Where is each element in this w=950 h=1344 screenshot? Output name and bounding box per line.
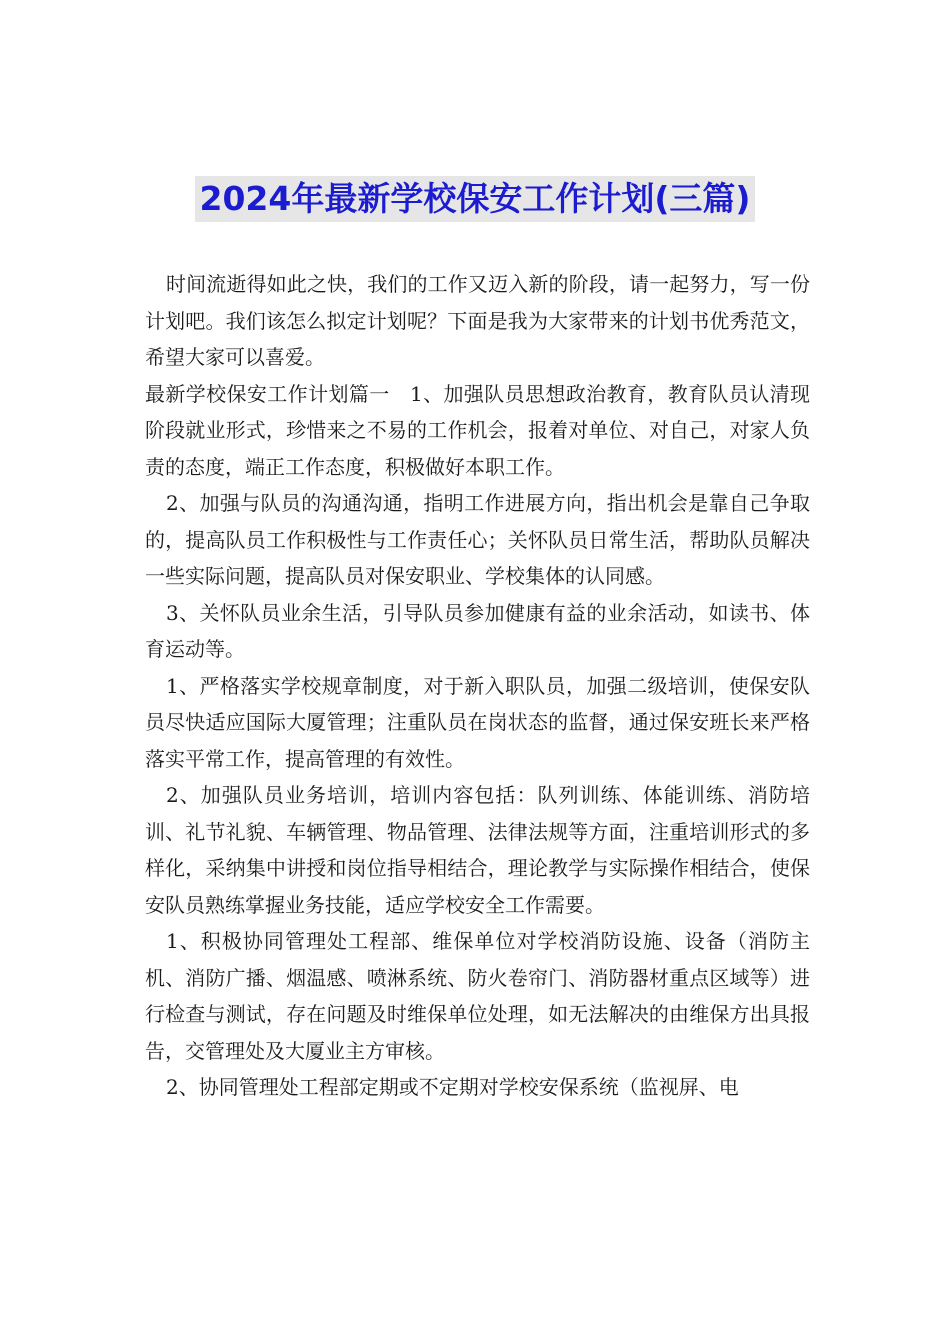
- document-title: 2024年最新学校保安工作计划(三篇): [195, 176, 754, 222]
- paragraph-intro: 时间流逝得如此之快，我们的工作又迈入新的阶段，请一起努力，写一份计划吧。我们该怎么拟定计划呢？下面是我为大家带来的计划书优秀范文，希望大家可以喜爱。: [145, 272, 810, 369]
- paragraph: 3、关怀队员业余生活，引导队员参加健康有益的业余活动，如读书、体育运动等。: [145, 600, 810, 661]
- paragraph: 2、加强队员业务培训，培训内容包括：队列训练、体能训练、消防培训、礼节礼貌、车辆管理、物品管理、法律法规等方面，注重培训形式的多样化，采纳集中讲授和岗位指导相结合，理论教学与实际操作相结合，使保安队员熟练掌握业务技能，适应学校安全工作需要。: [145, 783, 810, 917]
- document-body: [145, 266, 810, 1106]
- paragraph: 1、严格落实学校规章制度，对于新入职队员，加强二级培训，使保安队员尽快适应国际大厦管理；注重队员在岗状态的监督，通过保安班长来严格落实平常工作，提高管理的有效性。: [145, 673, 810, 771]
- paragraph: 1、积极协同管理处工程部、维保单位对学校消防设施、设备（消防主机、消防广播、烟温感、喷淋系统、防火卷帘门、消防器材重点区域等）进行检查与测试，存在问题及时维保单位处理，如无法解决的由维保方出具报告，交管理处及大厦业主方审核。: [145, 929, 810, 1063]
- paragraph: 2、协同管理处工程部定期或不定期对学校安保系统（监视屏、电: [166, 1075, 739, 1099]
- paragraph-section-one: 最新学校保安工作计划篇一 1、加强队员思想政治教育，教育队员认清现阶段就业形式，珍惜来之不易的工作机会，报着对单位、对自己，对家人负责的态度，端正工作态度，积极做好本职工作。: [145, 381, 810, 479]
- paragraph: 2、加强与队员的沟通沟通，指明工作进展方向，指出机会是靠自己争取的，提高队员工作积极性与工作责任心；关怀队员日常生活，帮助队员解决一些实际问题，提高队员对保安职业、学校集体的认同感。: [145, 491, 810, 588]
- title-container: [0, 176, 950, 222]
